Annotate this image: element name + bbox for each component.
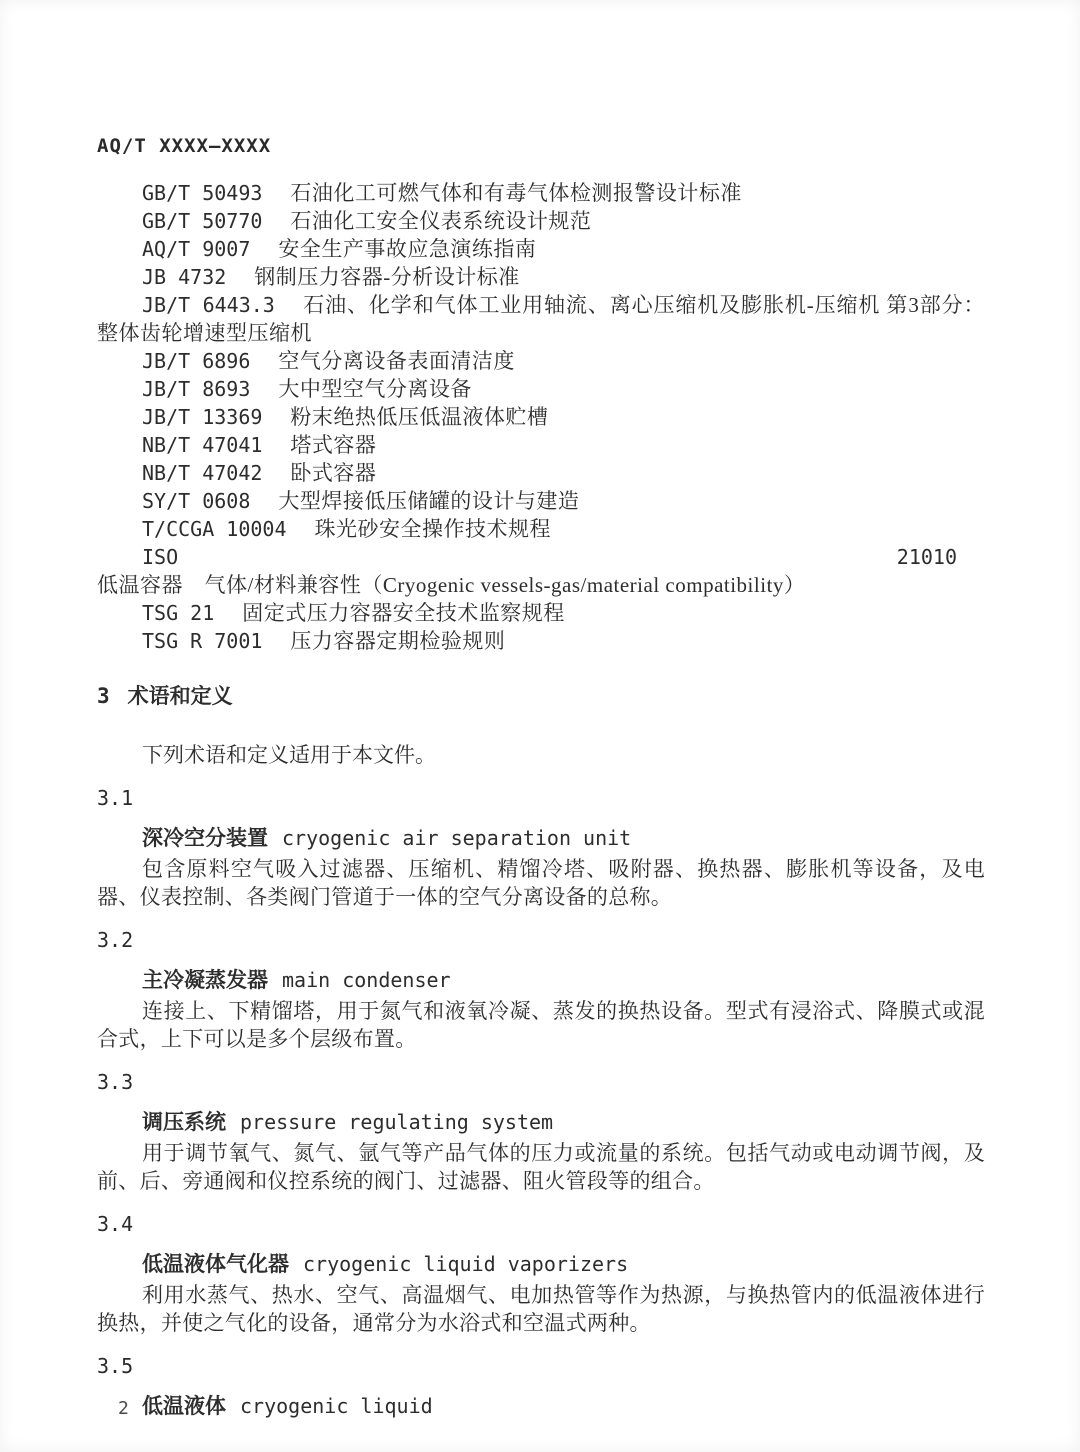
reference-item [97,487,985,515]
doc-header: AQ/T XXXX—XXXX [97,135,272,157]
term-block [97,926,985,1053]
terms-intro: 下列术语和定义适用于本文件。 [142,743,436,767]
ref-code: NB/T 47041 [142,433,263,457]
reference-item [97,599,985,627]
ref-title: 钢制压力容器-分析设计标准 [254,265,520,289]
ref-title: 石油、化学和气体工业用轴流、离心压缩机及膨胀机-压缩机 第3部分：整体齿轮增速型压缩机 [97,293,985,345]
ref-title: 塔式容器 [290,433,377,457]
term-number: 3.1 [97,786,134,810]
ref-code: JB/T 13369 [142,405,263,429]
ref-title: 粉末绝热低压低温液体贮槽 [290,405,549,429]
ref-code: ISO 21010 [142,545,957,569]
term-definition: 包含原料空气吸入过滤器、压缩机、精馏冷塔、吸附器、换热器、膨胀机等设备，及电器、仪表控制、各类阀门管道于一体的空气分离设备的总称。 [97,857,985,909]
ref-title: 卧式容器 [290,461,377,485]
term-block [97,784,985,911]
term-line [97,966,985,995]
ref-code: TSG 21 [142,601,215,625]
ref-title: 大中型空气分离设备 [278,377,472,401]
reference-item [97,403,985,431]
term-number: 3.2 [97,928,134,952]
ref-code: JB/T 8693 [142,377,251,401]
ref-title: 珠光砂安全操作技术规程 [314,517,551,541]
term-en: pressure regulating system [240,1110,554,1134]
ref-title: 低温容器 气体/材料兼容性（Cryogenic vessels-gas/material compatibility） [97,573,806,597]
term-definition: 连接上、下精馏塔，用于氮气和液氧冷凝、蒸发的换热设备。型式有浸浴式、降膜式或混合式，上下可以是多个层级布置。 [97,999,985,1051]
ref-code: JB/T 6443.3 [142,293,275,317]
reference-item [97,431,985,459]
reference-item [97,375,985,403]
term-line [97,1392,985,1421]
term-block [97,1352,985,1421]
ref-code: TSG R 7001 [142,629,263,653]
term-number: 3.4 [97,1212,134,1236]
term-line [97,824,985,853]
term-zh: 调压系统 [142,1111,226,1134]
ref-title: 安全生产事故应急演练指南 [278,237,537,261]
term-en: cryogenic liquid vaporizers [303,1252,629,1276]
reference-item [97,347,985,375]
term-line [97,1108,985,1137]
term-definition: 利用水蒸气、热水、空气、高温烟气、电加热管等作为热源，与换热管内的低温液体进行换热，并使之气化的设备，通常分为水浴式和空温式两种。 [97,1283,985,1335]
ref-title: 空气分离设备表面清洁度 [278,349,515,373]
ref-title: 石油化工安全仪表系统设计规范 [290,209,592,233]
ref-code: GB/T 50493 [142,181,263,205]
ref-title: 大型焊接低压储罐的设计与建造 [278,489,580,513]
reference-item [97,515,985,543]
ref-title: 石油化工可燃气体和有毒气体检测报警设计标准 [290,181,742,205]
reference-item [97,179,985,207]
term-zh: 深冷空分装置 [142,827,268,850]
term-block [97,1068,985,1195]
ref-code: SY/T 0608 [142,489,251,513]
ref-code: AQ/T 9007 [142,237,251,261]
term-en: cryogenic liquid [240,1394,433,1418]
reference-item [97,459,985,487]
ref-code: GB/T 50770 [142,209,263,233]
ref-code: JB 4732 [142,265,227,289]
ref-title: 固定式压力容器安全技术监察规程 [242,601,565,625]
term-zh: 低温液体气化器 [142,1253,289,1276]
section-heading [97,682,985,711]
ref-code: JB/T 6896 [142,349,251,373]
term-zh: 主冷凝蒸发器 [142,969,268,992]
ref-code: T/CCGA 10004 [142,517,287,541]
term-line [97,1250,985,1279]
term-en: main condenser [282,968,451,992]
term-block [97,1210,985,1337]
reference-list [97,179,985,655]
term-zh: 低温液体 [142,1395,226,1418]
reference-item [97,291,985,347]
reference-item [97,235,985,263]
ref-code: NB/T 47042 [142,461,263,485]
term-number: 3.5 [97,1354,134,1378]
reference-item [97,627,985,655]
section-title: 术语和定义 [127,685,233,708]
term-en: cryogenic air separation unit [282,826,632,850]
term-definition: 用于调节氧气、氮气、氩气等产品气体的压力或流量的系统。包括气动或电动调节阀，及前、后、旁通阀和仪控系统的阀门、过滤器、阻火管段等的组合。 [97,1141,985,1193]
ref-title: 压力容器定期检验规则 [290,629,506,653]
reference-item [97,207,985,235]
reference-item [97,263,985,291]
term-number: 3.3 [97,1070,134,1094]
reference-item [97,543,985,599]
page-number: 2 [118,1398,129,1419]
section-number: 3 [97,684,110,708]
